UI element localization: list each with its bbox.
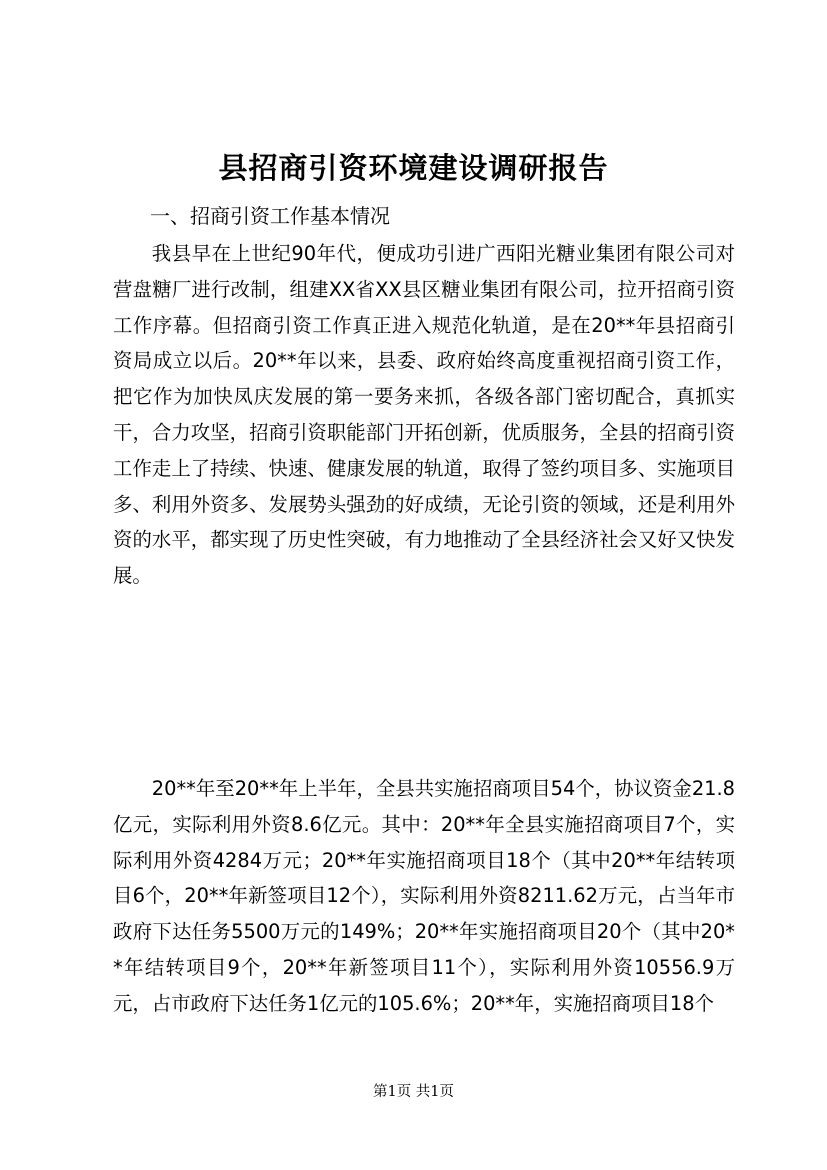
body-paragraph-1: 我县早在上世纪90年代，便成功引进广西阳光糖业集团有限公司对营盘糖厂进行改制，组建XX省XX县区糖业集团有限公司，拉开招商引资工作序幕。但招商引资工作真正进入规范化轨道，是在20**年县招商引资局成立以后。20**年以来，县委、政府始终高度重视招商引资工作，把它作为加快凤庆发展的第一要务来抓，各级各部门密切配合，真抓实干，合力攻坚，招商引资职能部门开拓创新，优质服务，全县的招商引资工作走上了持续、快速、健康发展的轨道，取得了签约项目多、实施项目多、利用外资多、发展势头强劲的好成绩，无论引资的领域，还是利用外资的水平，都实现了历史性突破，有力地推动了全县经济社会又好又快发展。 — [113, 242, 735, 588]
body-paragraph-2: 20**年至20**年上半年，全县共实施招商项目54个，协议资金21.8亿元，实际利用外资8.6亿元。其中：20**年全县实施招商项目7个，实际利用外资4284万元；20**年实施招商项目18个（其中20**年结转项目6个，20**年新签项目12个），实际利用外资8211.62万元，占当年市政府下达任务5500万元的149%；20**年实施招商项目20个（其中20**年结转项目9个，20**年新签项目11个），实际利用外资10556.9万元，占市政府下达任务1亿元的105.6%；20**年，实施招商项目18个 — [113, 777, 735, 1015]
page-footer: 第1页 共1页 — [372, 1084, 455, 1100]
document-title: 县招商引资环境建设调研报告 — [218, 151, 609, 185]
section-heading: 一、招商引资工作基本情况 — [150, 204, 390, 228]
